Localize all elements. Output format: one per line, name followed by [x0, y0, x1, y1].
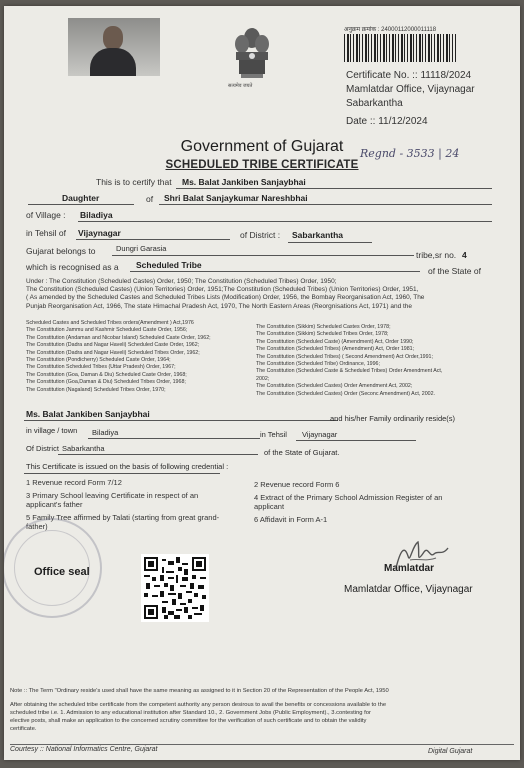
village-value: Biladiya: [80, 210, 113, 220]
page-title: Government of Gujarat: [180, 138, 344, 155]
certificate-page: [4, 6, 520, 760]
father-name: Shri Balat Sanjaykumar Nareshbhai: [164, 193, 308, 203]
office-line1: Mamlatdar Office, Vijaynagar: [346, 84, 475, 95]
tribe-name: Dungri Garasia: [116, 244, 167, 253]
credential-intro: This Certificate is issued on the basis of following credential :: [26, 462, 229, 471]
courtesy: Courtesy :: National Informatics Centre, Gujarat: [10, 746, 158, 753]
applicant-photo: [68, 18, 160, 76]
after-text: After obtaining the scheduled tribe certificate from the competent authority any person desirous to avail the benefits or concessions available to the scheduled tribe i.e. 1. Admission to any educational institution after Standard 10., 2. Government Jobs (Public Employment)., 3.contesting for elective posts, shall make an application to the concerned scrutiny committee for the verification of such certificate and to obtain the validity certificate.: [10, 702, 387, 732]
note-line: Note :: The Term "Ordinary reside's used shall have the same meaning as assigned to it in Section 20 of the Representation of the People Act, 1950: [10, 688, 389, 694]
office-line2: Sabarkantha: [346, 98, 403, 109]
family-label: and his/her Family ordinarily reside(s): [330, 414, 456, 423]
footer-rule: [10, 744, 514, 745]
of-label: of: [146, 194, 154, 204]
in-tehsil-label: in Tehsil: [260, 430, 287, 439]
under-clause: Under : The Constitution (Scheduled Castes) Order, 1950; The Constitution (Scheduled Tribes) Order, 1950; The Constitution (Scheduled Castes) (Union Territories) Order, 1951;The Constitution (Scheduled Tribes) (Union Territories) Order, 1951, ( As amended by the Scheduled Castes and Scheduled Tribes Lists (Modification) Order, 1956, the Bombay Reorganisation Act, 1960, The Punjab Reorganisation Act, 1966, The state Himachal Pradesh Act, 1970, The North Eastern Areas (Reorgnisations Act, 1971) and the: [26, 278, 425, 310]
state-gujarat: of the State of Gujarat.: [264, 448, 340, 457]
applicant-name-repeat: Ms. Balat Jankiben Sanjaybhai: [26, 409, 150, 419]
village-town-label: in village / town: [26, 426, 78, 435]
tehsil-label: in Tehsil of: [26, 228, 67, 238]
page-subtitle: SCHEDULED TRIBE CERTIFICATE: [165, 159, 359, 171]
district-label: of District :: [240, 230, 281, 240]
orders-right-list: The Constitution (Sikkim) Scheduled Castes Order, 1978; The Constitution (Sikkim) Scheduled Tribes Order, 1978; The Constitution (Scheduled Caste) (Amendment) Act, Order 1990; The Constitution (Scheduled Tribes) (Amendment) Act, Order 1981; The Constitution (Scheduled Tribes) ( Second Amendment) Act Order,1991; The Constitution (Scheduled Tribe) Ordinance, 1996; The Constitution (Scheduled Caste & Scheduled Tribes) Order Amendment Act, 2002; The Constitution (Scheduled Castes) Order Amendment Act, 2002; The Constitution (Scheduled Castes) Order (Seconc Amendment) Act, 2002.: [256, 324, 443, 397]
digital-gujarat: Digital Gujarat: [428, 748, 473, 755]
credentials-right: 2 Revenue record Form 6 4 Extract of the Primary School Admission Register of an applicant 6 Affidavit in Form A-1: [254, 480, 443, 524]
village-label: of Village :: [26, 210, 66, 220]
recognised-label: which is recognised as a: [26, 262, 119, 272]
certificate-number: Certificate No. :: 11118/2024: [346, 70, 472, 81]
relation: Daughter: [62, 193, 100, 203]
credentials-left: 1 Revenue record Form 7/12 3 Primary School leaving Certificate in respect of an applicant's father 5 Family Tree affirmed by Talati (starting from great grand- father): [26, 478, 220, 531]
barcode-number: अनुक्रम क्रमांक : 24000112000011118: [344, 27, 437, 33]
certify-label: This is to certify that: [96, 177, 172, 187]
barcode: [344, 34, 456, 62]
signatory-office: Mamlatdar Office, Vijaynagar: [344, 584, 473, 595]
belongs-label: Gujarat belongs to: [26, 246, 96, 256]
office-seal-label: Office seal: [34, 566, 90, 578]
national-emblem-icon: [230, 24, 274, 90]
tribe-sr-number: 4: [462, 250, 467, 260]
district-value: Sabarkantha: [292, 230, 344, 240]
handwritten-reg-number: Regnd - 3533 | 24: [360, 147, 460, 160]
issue-date: Date :: 11/12/2024: [346, 116, 428, 127]
village-repeat: Biladiya: [92, 428, 119, 437]
district-repeat: Sabarkantha: [62, 444, 105, 453]
orders-left-list: Scheduled Castes and Scheduled Tribes orders(Amendment ) Act,1976 The Constitution Jammu and Kashmir Scheduled Caste Order, 1956; The Constitution (Andaman and Nicobar Island) Scheduled Caste Order, 1962; The Constitution (Dadra and Nagar Haveli) Scheduled Caste Order, 1962; The Constitution (Dadra and Nagar Haveli) Scheduled Tribes Order, 1962; The Constitution (Pondicherry) Scheduled Caste Order, 1964; The Constitution Scheduled Tribes (Uttar Pradesh) Order, 1967; The Constitution (Goa, Daman & Diu) Scheduled Caste Order, 1968; The Constitution (Goa,Daman & Diu) Scheduled Tribes Order, 1968; The Constitution (Nagaland) Scheduled Tribes Order, 1970;: [26, 320, 211, 393]
tehsil-value: Vijaynagar: [78, 228, 121, 238]
state-label: of the State of: [428, 266, 481, 276]
emblem-caption: सत्यमेव जयते: [228, 83, 253, 89]
applicant-name: Ms. Balat Jankiben Sanjaybhai: [182, 177, 306, 187]
qr-code: [141, 554, 209, 622]
of-district-label: Of District: [26, 444, 59, 453]
recognised-as: Scheduled Tribe: [136, 260, 202, 270]
signatory-title: Mamlatdar: [384, 563, 435, 574]
certificate-info: [346, 69, 475, 129]
qr-code-icon: [144, 557, 206, 619]
tribe-sr-label: tribe,sr no.: [416, 250, 457, 260]
tehsil-repeat: Vijaynagar: [302, 430, 338, 439]
